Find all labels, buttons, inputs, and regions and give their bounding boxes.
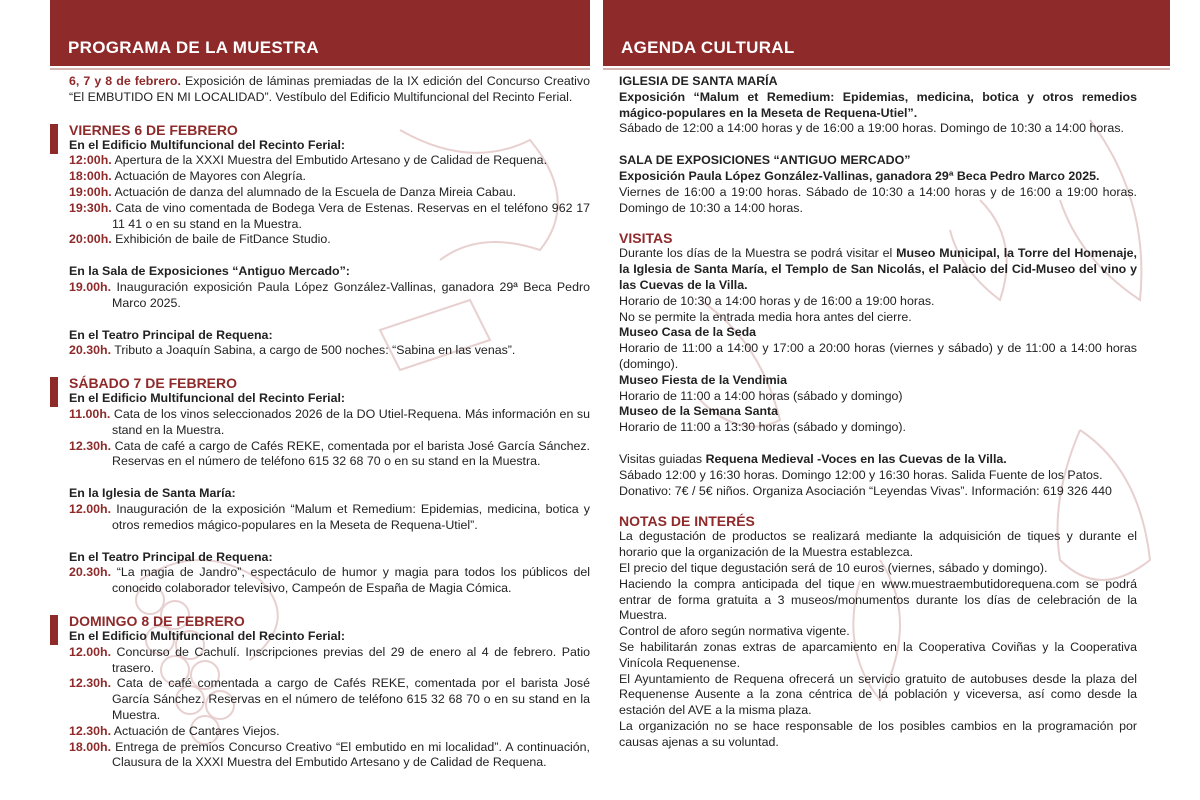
sabado-venue-3: En el Teatro Principal de Requena: — [69, 549, 273, 564]
nota-item: Haciendo la compra anticipada del tique en www.muestraembutidorequena.com se podrá entrar de forma gratuita a 3 museos/monumentos durante los días de celebración de la Muestra. — [619, 576, 1137, 623]
event-item: 20.30h. Tributo a Joaquín Sabina, a cargo de 500 noches: “Sabina en las venas”. — [69, 343, 516, 358]
event-item: 12.30h. Actuación de Cantares Viejos. — [69, 723, 280, 738]
agenda-title: AGENDA CULTURAL — [621, 38, 795, 57]
programa-body — [69, 74, 590, 771]
seda-hours: Horario de 11:00 a 14:00 y 17:00 a 20:00 horas (viernes y sábado) y de 11:00 a 14:00 horas (domingo). — [619, 341, 1137, 371]
intro-paragraph — [69, 74, 590, 106]
domingo-venue-1: En el Edificio Multifuncional del Recinto Ferial: — [69, 628, 346, 643]
seda-title: Museo Casa de la Seda — [619, 325, 757, 340]
sala-heading: SALA DE EXPOSICIONES “ANTIGUO MERCADO” — [619, 153, 911, 168]
visitas-hours: Horario de 10:30 a 14:00 horas y de 16:00 a 19:00 horas. — [619, 293, 935, 308]
guided-visit: Visitas guiadas Requena Medieval -Voces en las Cuevas de la Villa. — [619, 451, 1007, 466]
notas-heading: NOTAS DE INTERÉS — [619, 513, 755, 530]
intro-date: 6, 7 y 8 de febrero. — [69, 74, 181, 88]
event-item: 20:00h. Exhibición de baile de FitDance Studio. — [69, 232, 331, 247]
viernes-heading: VIERNES 6 DE FEBRERO — [69, 122, 590, 138]
iglesia-heading: IGLESIA DE SANTA MARÍA — [619, 74, 778, 88]
nota-item: El Ayuntamiento de Requena ofrecerá un servicio gratuito de autobuses desde la plaza del Requenense Ausente a la zona céntrica de la población y viceversa, así como desde la estación del AVE a la misma plaza. — [619, 671, 1137, 718]
event-item: 12.00h. Concurso de Cachulí. Inscripciones previas del 29 de enero al 4 de febrero. Patio trasero. — [69, 644, 590, 675]
event-item: 18.00h. Entrega de premios Concurso Creativo “El embutido en mi localidad”. A continuación, Clausura de la XXXI Muestra del Embutido Artesano y de Calidad de Requena. — [69, 739, 590, 770]
guided-times: Sábado 12:00 y 16:30 horas. Domingo 12:00 y 16:30 horas. Salida Fuente de los Patos. — [619, 467, 1103, 482]
event-item: 12.30h. Cata de café comentada a cargo de Cafés REKE, comentada por el barista José García Sánchez. Reservas en el número de teléfono 615 32 68 70 o en su stand en la Muestra. — [69, 676, 590, 722]
sala-expo: Exposición Paula López González-Vallinas, ganadora 29ª Beca Pedro Marco 2025. — [619, 168, 1100, 183]
agenda-body — [619, 74, 1137, 750]
event-item: 19:00h. Actuación de danza del alumnado de la Escuela de Danza Mireia Cabau. — [69, 184, 517, 199]
viernes-venue-1: En el Edificio Multifuncional del Recinto Ferial: — [69, 137, 346, 152]
agenda-header — [603, 0, 1170, 66]
event-item: 12.30h. Cata de café a cargo de Cafés REKE, comentada por el barista José García Sánchez. Reservas en el número de teléfono 615 32 68 70 o en su stand en la Muestra. — [69, 438, 590, 469]
vendimia-title: Museo Fiesta de la Vendimia — [619, 372, 788, 387]
event-item: 18:00h. Actuación de Mayores con Alegría. — [69, 169, 306, 184]
guided-price: Donativo: 7€ / 5€ niños. Organiza Asociación “Leyendas Vivas”. Información: 619 326 440 — [619, 483, 1112, 498]
programa-title: PROGRAMA DE LA MUESTRA — [68, 38, 319, 57]
nota-item: Se habilitarán zonas extras de aparcamiento en la Cooperativa Coviñas y la Cooperativa Vinícola Requenense. — [619, 639, 1137, 670]
domingo-heading: DOMINGO 8 DE FEBRERO — [69, 613, 590, 629]
iglesia-expo: Exposición “Malum et Remedium: Epidemias, medicina, botica y otros remedios mágico-populares en la Meseta de Requena-Utiel”. — [619, 89, 1137, 120]
event-item: 19:30h. Cata de vino comentada de Bodega Vera de Estenas. Reservas en el teléfono 962 17 11 41 o en su stand en la Muestra. — [69, 200, 590, 231]
sala-hours: Viernes de 16:00 a 19:00 horas. Sábado de 10:30 a 14:00 horas y de 16:00 a 19:00 horas. Domingo de 10:30 a 14:00 horas. — [619, 184, 1137, 215]
visitas-heading: VISITAS — [619, 230, 673, 247]
visitas-note: No se permite la entrada media hora antes del cierre. — [619, 309, 912, 324]
event-item: 12:00h. Apertura de la XXXI Muestra del Embutido Artesano y de Calidad de Requena. — [69, 153, 548, 168]
event-item: 12.00h. Inauguración de la exposición “Malum et Remedium: Epidemias, medicina, botica y otros remedios mágico-populares en la Meseta de Requena-Utiel”. — [69, 501, 590, 532]
intro-text: Exposición de láminas premiadas de la IX edición del Concurso Creativo “El EMBUTIDO EN MI LOCALIDAD”. Vestíbulo del Edificio Multifuncional del Recinto Ferial. — [69, 74, 591, 104]
sabado-venue-1: En el Edificio Multifuncional del Recinto Ferial: — [69, 391, 346, 406]
event-item: 19.00h. Inauguración exposición Paula López González-Vallinas, ganadora 29ª Beca Pedro Marco 2025. — [69, 279, 590, 310]
programa-header — [50, 0, 590, 66]
sabado-venue-2: En la Iglesia de Santa María: — [69, 486, 236, 501]
event-item: 20.30h. “La magia de Jandro”, espectáculo de humor y magia para todos los públicos del conocido colaborador televisivo, Campeón de España de Magia Cómica. — [69, 565, 590, 596]
agenda-column — [603, 0, 1170, 749]
iglesia-hours: Sábado de 12:00 a 14:00 horas y de 16:00 a 19:00 horas. Domingo de 10:30 a 14:00 horas. — [619, 121, 1124, 136]
nota-item: El precio del tique degustación será de 10 euros (viernes, sábado y domingo). — [619, 560, 1048, 575]
nota-item: La degustación de productos se realizará mediante la adquisición de tiques y durante el horario que la organización de la Muestra establezca. — [619, 529, 1137, 560]
semana-title: Museo de la Semana Santa — [619, 404, 779, 419]
sabado-heading: SÁBADO 7 DE FEBRERO — [69, 375, 590, 391]
programa-column — [50, 0, 591, 770]
vendimia-hours: Horario de 11:00 a 14:00 horas (sábado y domingo) — [619, 388, 903, 403]
viernes-venue-3: En el Teatro Principal de Requena: — [69, 327, 273, 342]
viernes-venue-2: En la Sala de Exposiciones “Antiguo Mercado”: — [69, 264, 350, 279]
event-item: 11.00h. Cata de los vinos seleccionados 2026 de la DO Utiel-Requena. Más información en su stand en la Muestra. — [69, 406, 590, 437]
visitas-intro: Durante los días de la Muestra se podrá visitar el Museo Municipal, la Torre del Homenaje, la Iglesia de Santa María, el Templo de San Nicolás, el Palacio del Cid-Museo del vino y las Cuevas de la Villa. — [619, 246, 1138, 292]
nota-item: Control de aforo según normativa vigente. — [619, 624, 850, 639]
nota-item: La organización no se hace responsable de los posibles cambios en la programación por causas ajenas a su voluntad. — [619, 718, 1137, 749]
semana-hours: Horario de 11:00 a 13:30 horas (sábado y domingo). — [619, 420, 906, 435]
